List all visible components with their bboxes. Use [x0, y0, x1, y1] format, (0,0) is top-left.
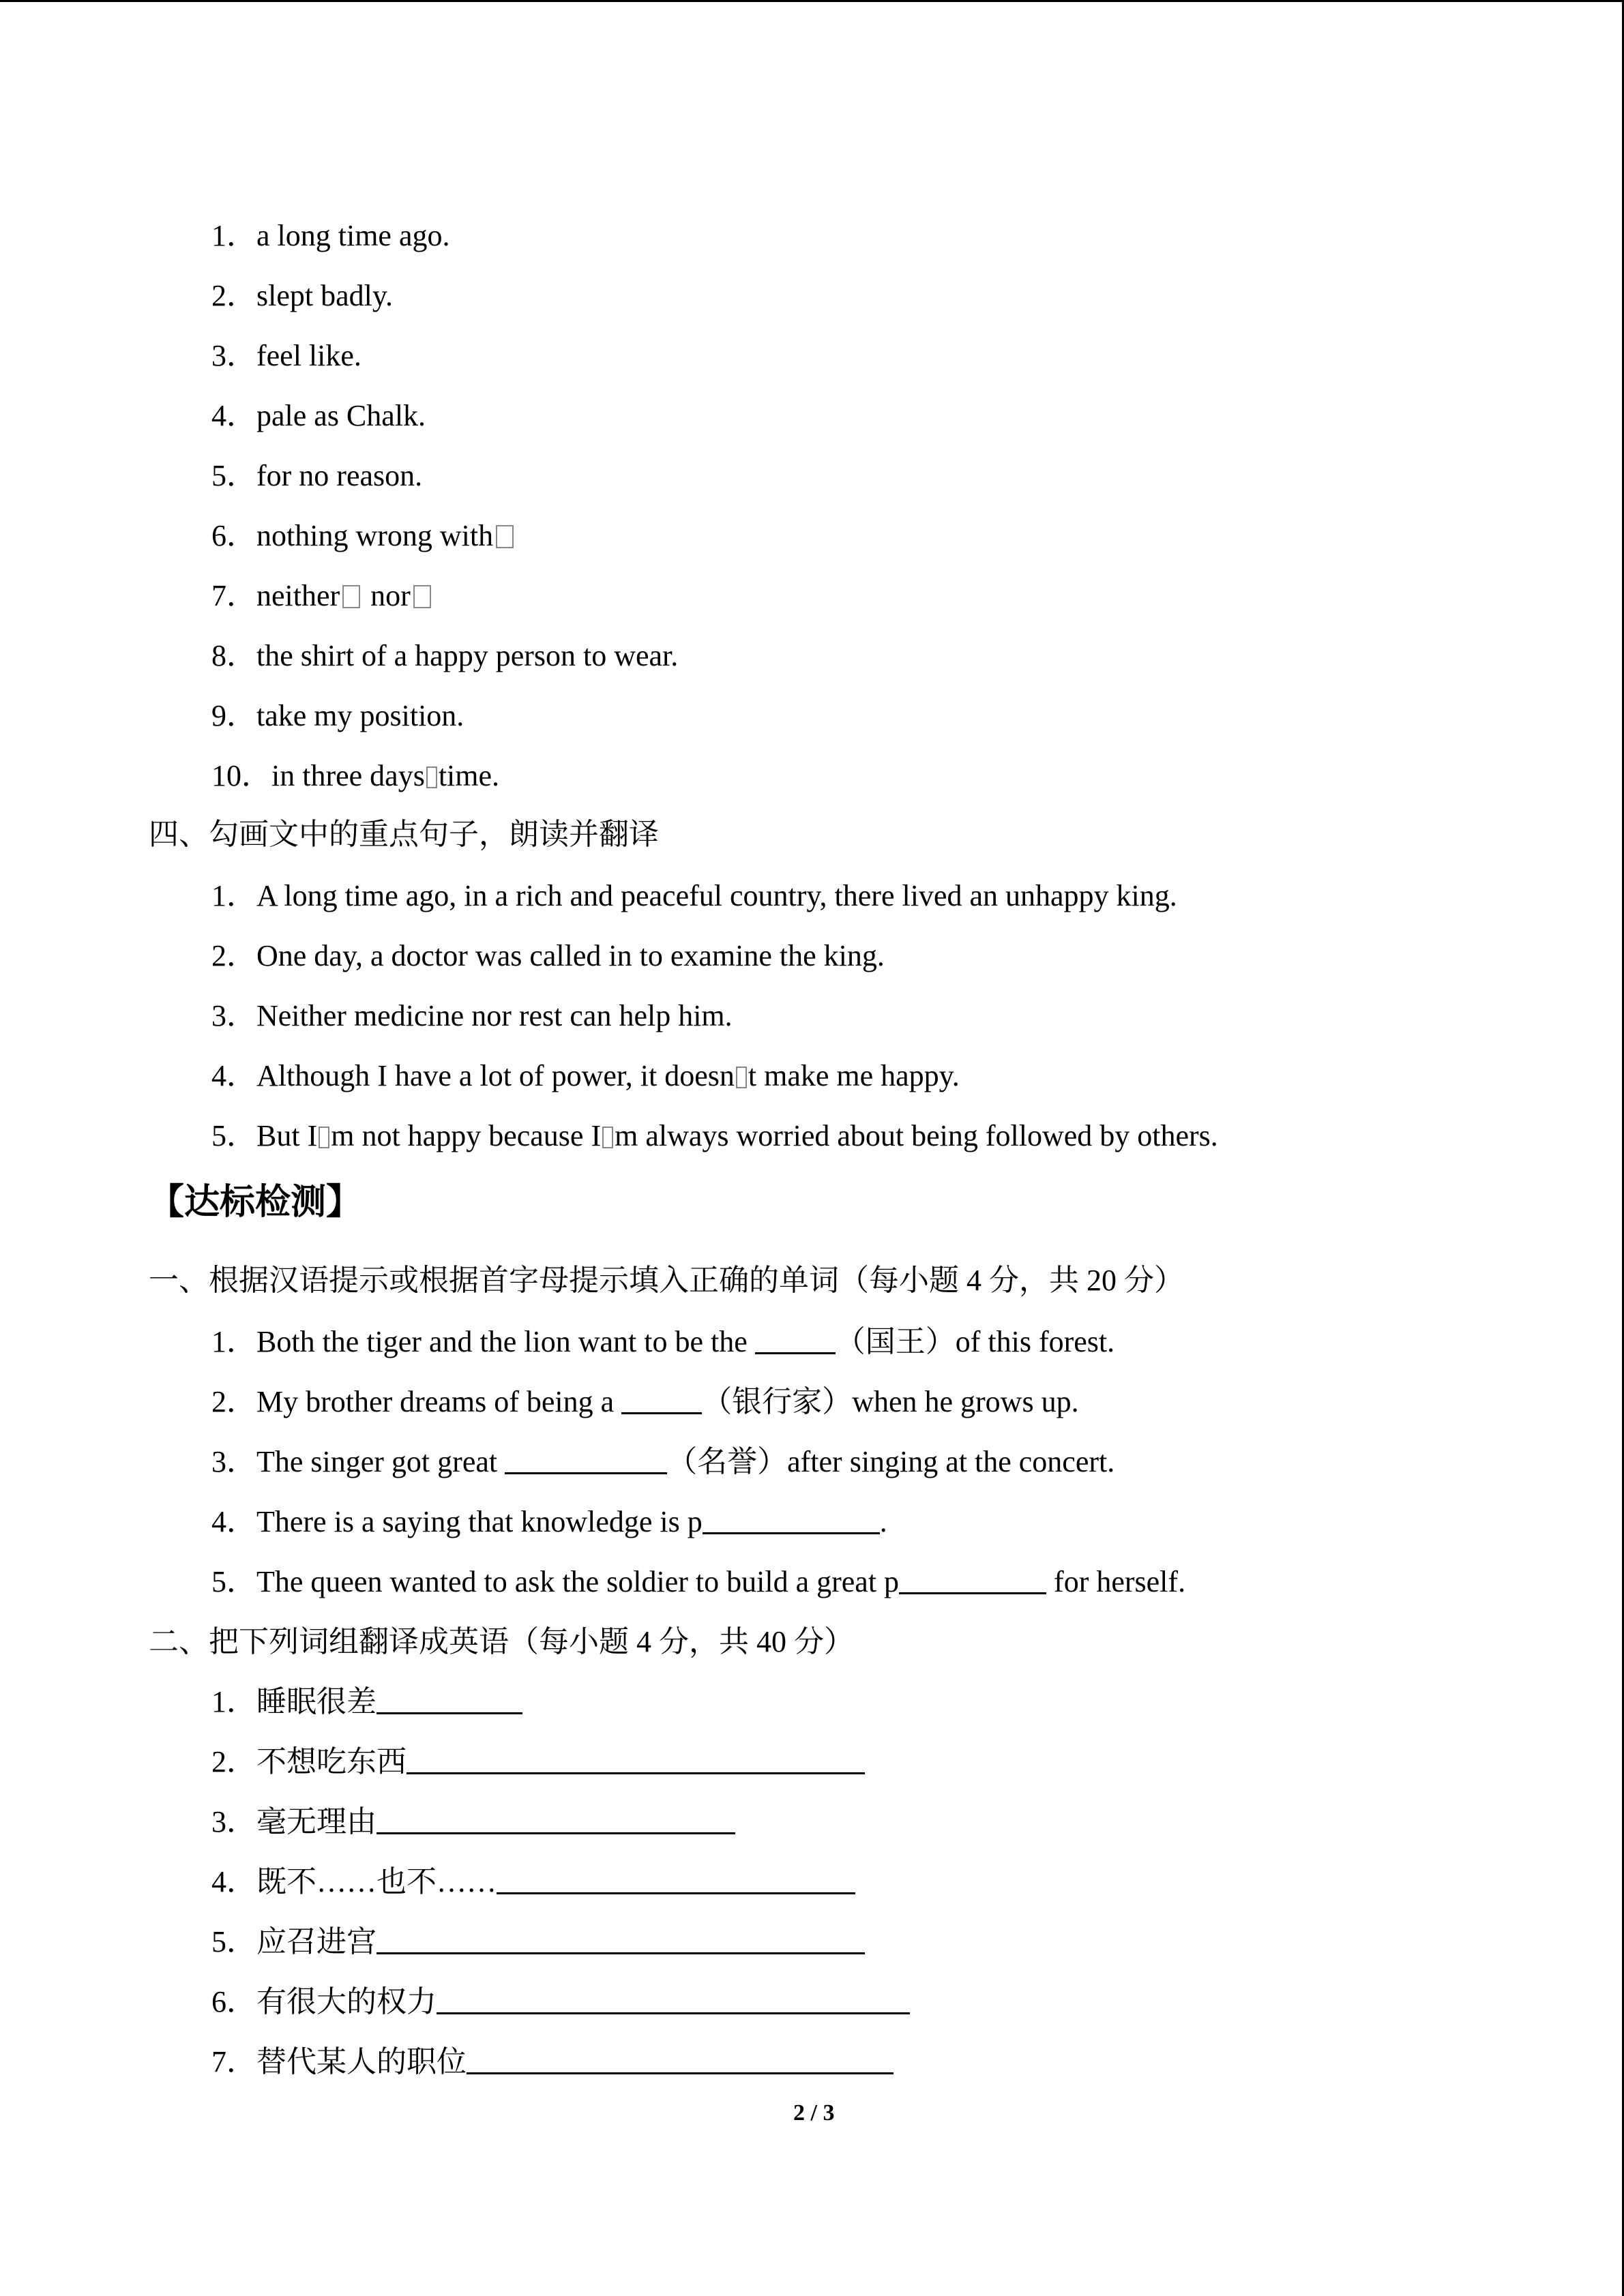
item-text: nothing wrong with [256, 519, 494, 552]
missing-glyph-box [602, 1127, 613, 1148]
item-number: 6． [211, 519, 256, 552]
chinese-hint: （国王） [835, 1325, 956, 1358]
item-number: 1． [211, 879, 256, 912]
list-item [211, 215, 450, 256]
item-number: 4． [211, 1059, 256, 1092]
section-heading: 二、把下列词组翻译成英语（每小题 4 分，共 40 分） [149, 1625, 854, 1658]
answer-blank[interactable] [377, 1805, 735, 1834]
translation-item [211, 1742, 865, 1783]
item-text: pale as Chalk. [256, 399, 426, 432]
item-number: 2． [211, 279, 256, 312]
page-number: 2 / 3 [793, 2100, 835, 2126]
missing-glyph-box [319, 1127, 329, 1148]
item-text: 毫无理由 [256, 1805, 377, 1838]
item-text: m not happy because I [331, 1119, 602, 1152]
item-text: Neither medicine nor rest can help him. [256, 999, 733, 1032]
item-text: take my position. [256, 699, 464, 732]
item-text: nor [363, 579, 411, 612]
answer-blank[interactable] [377, 1925, 865, 1954]
fill-in-item [211, 1322, 1114, 1362]
answer-blank[interactable] [621, 1385, 702, 1414]
item-text: One day, a doctor was called in to examine the king. [256, 939, 885, 972]
list-item [211, 396, 426, 436]
item-number: 3． [211, 999, 256, 1032]
item-number: 6． [211, 1985, 256, 2018]
item-text: My brother dreams of being a [256, 1385, 622, 1418]
item-text: for no reason. [256, 459, 423, 492]
answer-blank[interactable] [899, 1565, 1046, 1594]
translation-item [211, 1682, 522, 1723]
answer-blank[interactable] [437, 1985, 910, 2014]
answer-blank[interactable] [755, 1325, 836, 1354]
fill-in-item [211, 1562, 1185, 1602]
item-text: time. [438, 759, 500, 792]
chinese-hint: （银行家） [702, 1385, 853, 1418]
list-item [211, 936, 885, 976]
fill-in-item [211, 1502, 887, 1542]
section-heading: 四、勾画文中的重点句子，朗读并翻译 [149, 818, 659, 851]
list-item [211, 876, 1177, 916]
item-number: 3． [211, 1445, 256, 1478]
item-text: 既不……也不…… [256, 1865, 497, 1898]
answer-blank[interactable] [497, 1865, 855, 1894]
item-number: 2． [211, 1385, 256, 1418]
item-text: neither [256, 579, 340, 612]
list-item [211, 996, 733, 1037]
item-text: 不想吃东西 [256, 1745, 407, 1778]
item-text: A long time ago, in a rich and peaceful country, there lived an unhappy king. [256, 879, 1177, 912]
section-heading: 一、根据汉语提示或根据首字母提示填入正确的单词（每小题 4 分，共 20 分） [149, 1264, 1184, 1297]
item-number: 5． [211, 1565, 256, 1598]
item-number: 8． [211, 639, 256, 672]
item-number: 7． [211, 2045, 256, 2078]
item-number: 5． [211, 459, 256, 492]
list-item [211, 696, 464, 736]
item-text: feel like. [256, 339, 361, 372]
item-number: 10． [211, 759, 271, 792]
item-number: 3． [211, 339, 256, 372]
list-item [211, 336, 361, 376]
item-text: There is a saying that knowledge is p [256, 1505, 703, 1538]
missing-glyph-box [413, 585, 431, 608]
item-text: after singing at the concert. [787, 1445, 1115, 1478]
item-number: 9． [211, 699, 256, 732]
list-item [211, 516, 516, 556]
item-number: 3． [211, 1805, 256, 1838]
test-section-heading: 【达标检测】 [149, 1182, 362, 1223]
missing-glyph-box [426, 766, 437, 788]
list-item [211, 275, 393, 316]
item-text: But I [256, 1119, 318, 1152]
list-item [211, 756, 499, 796]
item-number: 4． [211, 399, 256, 432]
missing-glyph-box [736, 1067, 747, 1088]
translation-item [211, 1862, 855, 1903]
chinese-hint: （名誉） [667, 1445, 788, 1478]
item-text: a long time ago. [256, 219, 450, 252]
list-item [211, 636, 678, 676]
item-number: 1． [211, 219, 256, 252]
translation-item [211, 2042, 894, 2083]
item-number: 5． [211, 1925, 256, 1958]
item-text: of this forest. [955, 1325, 1115, 1358]
list-item [211, 576, 434, 616]
item-text: the shirt of a happy person to wear. [256, 639, 679, 672]
item-text: in three days [271, 759, 425, 792]
answer-blank[interactable] [505, 1445, 667, 1474]
item-text: t make me happy. [748, 1059, 960, 1092]
item-number: 2． [211, 939, 256, 972]
item-number: 4． [211, 1505, 256, 1538]
item-number: 2． [211, 1745, 256, 1778]
item-text: 睡眠很差 [256, 1685, 377, 1718]
list-item [211, 1116, 1218, 1157]
fill-in-item [211, 1442, 1114, 1482]
item-text: for herself. [1046, 1565, 1186, 1598]
item-text: The singer got great [256, 1445, 505, 1478]
answer-blank[interactable] [703, 1505, 880, 1534]
translation-item [211, 1982, 910, 2023]
list-item [211, 456, 422, 496]
translation-item [211, 1922, 865, 1963]
item-number: 4． [211, 1865, 256, 1898]
page-border-top [0, 0, 1624, 2]
fill-in-item [211, 1382, 1079, 1422]
item-text: m always worried about being followed by others. [615, 1119, 1218, 1152]
answer-blank[interactable] [467, 2045, 894, 2074]
item-number: 7． [211, 579, 256, 612]
item-text: 替代某人的职位 [256, 2045, 467, 2078]
list-item [211, 1056, 960, 1097]
item-text: Although I have a lot of power, it doesn [256, 1059, 735, 1092]
item-text: . [879, 1505, 887, 1538]
item-text: The queen wanted to ask the soldier to build a great p [256, 1565, 900, 1598]
answer-blank[interactable] [407, 1745, 865, 1774]
item-number: 1． [211, 1325, 256, 1358]
item-text: when he grows up. [852, 1385, 1079, 1418]
answer-blank[interactable] [377, 1685, 522, 1714]
item-text: slept badly. [256, 279, 393, 312]
missing-glyph-box [496, 525, 514, 548]
item-text: 有很大的权力 [256, 1985, 437, 2018]
item-text: 应召进宫 [256, 1925, 377, 1958]
item-text: Both the tiger and the lion want to be the [256, 1325, 755, 1358]
item-number: 1． [211, 1685, 256, 1718]
translation-item [211, 1802, 735, 1843]
missing-glyph-box [342, 585, 360, 608]
item-number: 5． [211, 1119, 256, 1152]
